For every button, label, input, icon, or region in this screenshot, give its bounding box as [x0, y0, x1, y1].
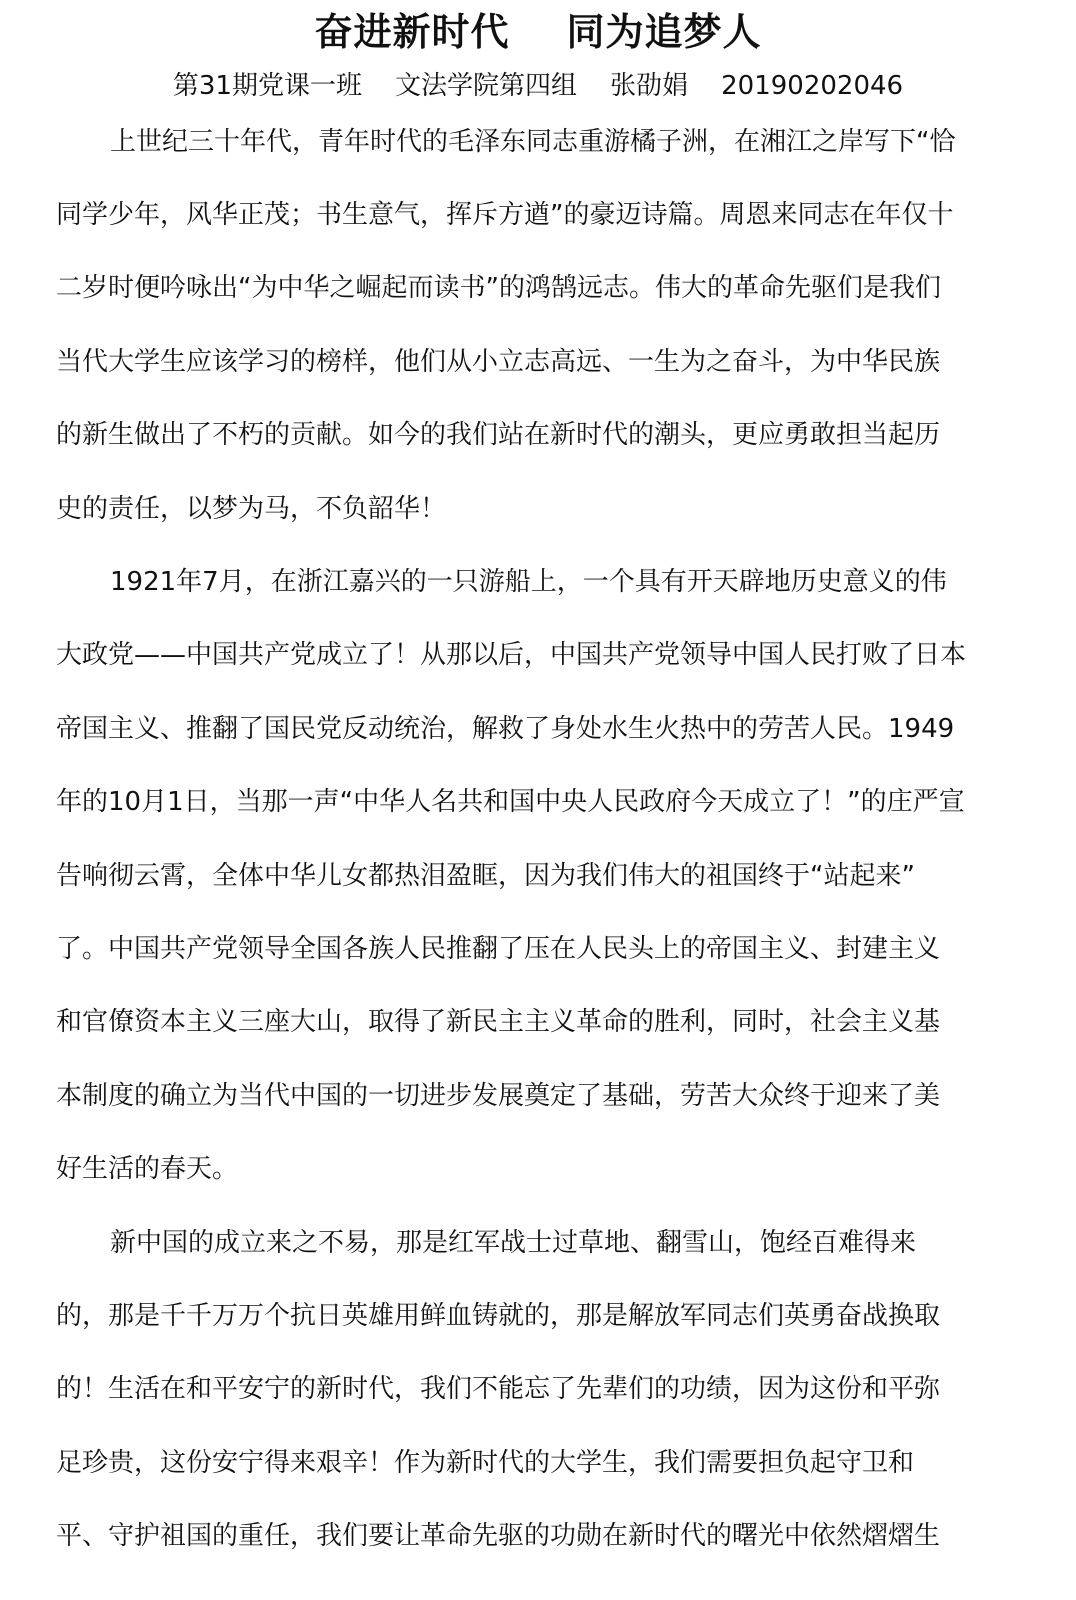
body-line: 当代大学生应该学习的榜样，他们从小立志高远、一生为之奋斗，为中华民族 — [56, 347, 941, 377]
body-line: 上世纪三十年代，青年时代的毛泽东同志重游橘子洲，在湘江之岸写下“恰 — [110, 127, 956, 157]
body-line: 本制度的确立为当代中国的一切进步发展奠定了基础，劳苦大众终于迎来了美 — [56, 1081, 941, 1111]
body-line: 大政党——中国共产党成立了！从那以后，中国共产党领导中国人民打败了日本 — [56, 640, 967, 670]
body-line: 1921年7月，在浙江嘉兴的一只游船上，一个具有开天辟地历史意义的伟 — [110, 567, 947, 597]
body-line: 新中国的成立来之不易，那是红军战士过草地、翻雪山，饱经百难得来 — [110, 1228, 917, 1258]
body-line: 好生活的春天。 — [56, 1154, 239, 1184]
document-title: 奋进新时代 同为追梦人 — [314, 10, 762, 54]
body-line: 和官僚资本主义三座大山，取得了新民主主义革命的胜利，同时，社会主义基 — [56, 1007, 941, 1037]
body-line: 的，那是千千万万个抗日英雄用鲜血铸就的，那是解放军同志们英勇奋战换取 — [56, 1301, 941, 1331]
body-line: 同学少年，风华正茂；书生意气，挥斥方遒”的豪迈诗篇。周恩来同志在年仅十 — [56, 200, 954, 230]
body-line: 史的责任，以梦为马，不负韶华！ — [56, 494, 447, 524]
body-line: 帝国主义、推翻了国民党反动统治，解救了身处水生火热中的劳苦人民。1949 — [56, 714, 955, 744]
document-subtitle: 第31期党课一班 文法学院第四组 张劭娟 20190202046 — [172, 71, 904, 101]
body-line: 足珍贵，这份安宁得来艰辛！作为新时代的大学生，我们需要担负起守卫和 — [56, 1448, 915, 1478]
body-line: 的新生做出了不朽的贡献。如今的我们站在新时代的潮头，更应勇敢担当起历 — [56, 420, 941, 450]
body-line: 平、守护祖国的重任，我们要让革命先驱的功勋在新时代的曙光中依然熠熠生 — [56, 1521, 941, 1551]
body-line: 了。中国共产党领导全国各族人民推翻了压在人民头上的帝国主义、封建主义 — [56, 934, 941, 964]
body-line: 年的10月1日，当那一声“中华人名共和国中央人民政府今天成立了！”的庄严宣 — [56, 787, 965, 817]
body-line: 的！生活在和平安宁的新时代，我们不能忘了先辈们的功绩，因为这份和平弥 — [56, 1374, 941, 1404]
body-line: 二岁时便吟咏出“为中华之崛起而读书”的鸿鹄远志。伟大的革命先驱们是我们 — [56, 273, 941, 303]
body-line: 告响彻云霄，全体中华儿女都热泪盈眶，因为我们伟大的祖国终于“站起来” — [56, 861, 915, 891]
